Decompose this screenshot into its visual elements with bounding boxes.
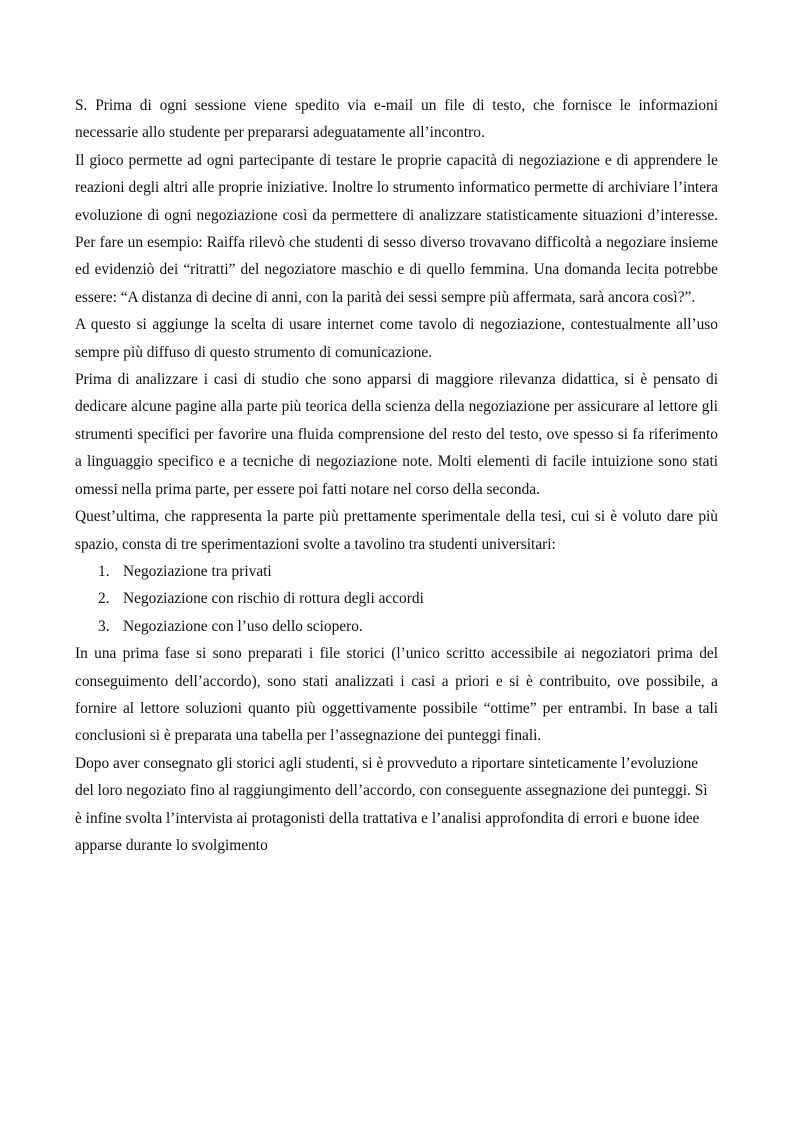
paragraph-theory-intro: Prima di analizzare i casi di studio che sono apparsi di maggiore rilevanza didattica, si è pensato di dedicare alcune pagine alla parte più teorica della scienza della negoziazione per assicurare al lettore gli strumenti specifici per favorire una fluida comprensione del resto del testo, ove spesso si fa riferimento a linguaggio specifico e a tecniche di negoziazione note. Molti elementi di facile intuizione sono stati omessi nella prima parte, per essere poi fatti notare nel corso della seconda.: [75, 371, 718, 498]
paragraph-first-phase: In una prima fase si sono preparati i file storici (l’unico scritto accessibile ai negoziatori prima del conseguimento dell’accordo), sono stati analizzati i casi a priori e si è contribuito, ove possibile, a fornire al lettore soluzioni quanto più oggettivamente possibile “ottime” per entrambi. In base a tali conclusioni si è preparata una tabella per l’assegnazione dei punteggi finali.: [75, 645, 718, 745]
experiments-list: [75, 558, 718, 640]
list-item-number: 1.: [98, 562, 110, 580]
list-item: [75, 613, 718, 640]
list-item-number: 2.: [98, 590, 110, 608]
list-item: [75, 558, 718, 585]
list-item-text: Negoziazione con l’uso dello sciopero.: [123, 617, 363, 635]
paragraph-experiments-intro: Quest’ultima, che rappresenta la parte più prettamente sperimentale della tesi, cui si è voluto dare più spazio, consta di tre sperimentazioni svolte a tavolino tra studenti universitari:: [75, 508, 718, 553]
list-item-number: 3.: [98, 617, 110, 635]
list-item-text: Negoziazione con rischio di rottura degli accordi: [123, 590, 424, 608]
list-item-text: Negoziazione tra privati: [123, 562, 272, 580]
paragraph-game-purpose: Il gioco permette ad ogni partecipante di testare le proprie capacità di negoziazione e di apprendere le reazioni degli altri alle proprie iniziative. Inoltre lo strumento informatico permette di archiviare l’intera evoluzione di ogni negoziazione così da permettere di analizzare statisticamente situazioni d’interesse. Per fare un esempio: Raiffa rilevò che studenti di sesso diverso trovavano difficoltà a negoziare insieme ed evidenziò dei “ritratti” del negoziatore maschio e di quello femmina. Una domanda lecita potrebbe essere: “A distanza di decine di anni, con la parità dei sessi sempre più affermata, sarà ancora così?”.: [75, 151, 718, 306]
paragraph-internet-table: A questo si aggiunge la scelta di usare internet come tavolo di negoziazione, contestualmente all’uso sempre più diffuso di questo strumento di comunicazione.: [75, 316, 718, 361]
document-page: [75, 92, 718, 859]
list-item: [75, 585, 718, 612]
paragraph-conclusion: Dopo aver consegnato gli storici agli studenti, si è provveduto a riportare sinteticamente l’evoluzione del loro negoziato fino al raggiungimento dell’accordo, con conseguente assegnazione dei punteggi. Sì è infine svolta l’intervista ai protagonisti della trattativa e l’analisi approfondita di errori e buone idee apparse durante lo svolgimento: [75, 754, 708, 854]
paragraph-session-email: S. Prima di ogni sessione viene spedito via e-mail un file di testo, che fornisce le informazioni necessarie allo studente per prepararsi adeguatamente all’incontro.: [75, 97, 718, 142]
